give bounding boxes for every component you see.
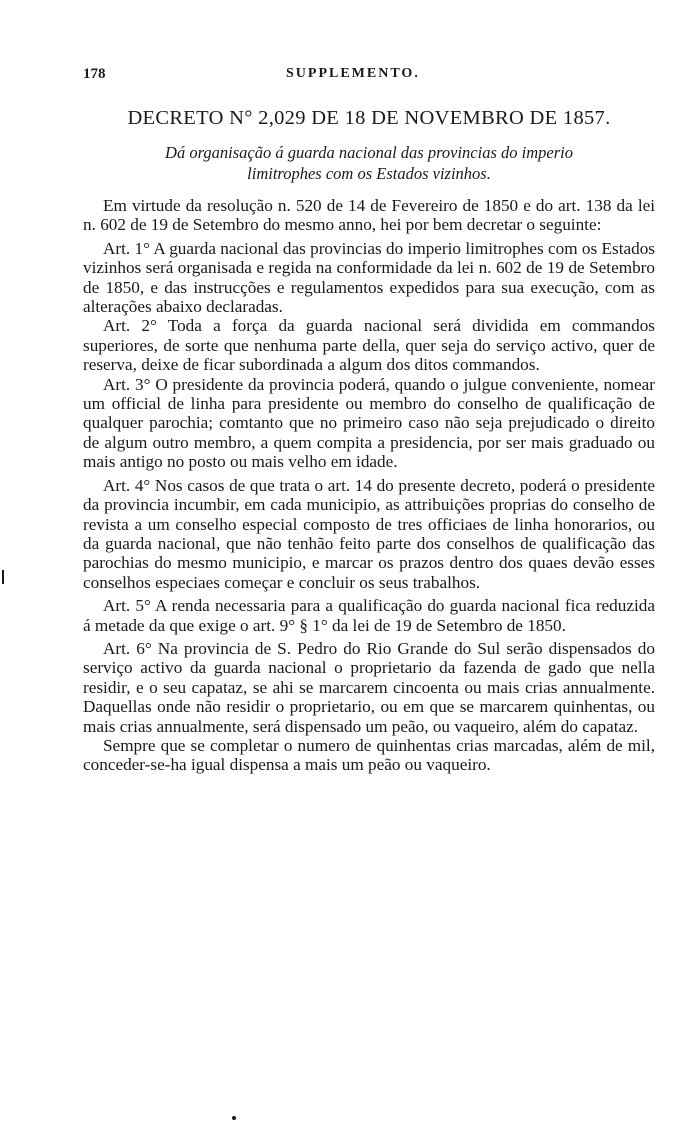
margin-mark — [2, 570, 4, 584]
document-page — [83, 62, 655, 779]
article-3-paragraph: Art. 3° O presidente da provincia poderá, quando o julgue conveniente, nomear um official de linha para presidente ou membro do conselho de qualificação de qualquer parochia; comtanto que no primeiro caso não seja prejudicado o direito de algum outro membro, a quem compita a presidencia, por ser mais graduado ou mais antigo no posto ou mais velho em idade. — [83, 374, 655, 472]
article-6-paragraph: Art. 6° Na provincia de S. Pedro do Rio Grande do Sul serão dispensados do serviço activo da guarda nacional o proprietario da fazenda de gado que nella residir, e o seu capataz, se ahi se marcarem cincoenta ou mais crias annualmente. Daquellas onde não residir o proprietario, ou em que se marcarem quinhentas, ou mais crias annualmente, será dispensado um peão, ou vaqueiro, além do capataz. — [83, 638, 655, 736]
decree-title: DECRETO N° 2,029 DE 18 DE NOVEMBRO DE 1857. — [127, 107, 611, 129]
decree-subtitle-line-1: Dá organisação á guarda nacional das provincias do imperio — [165, 143, 573, 162]
decree-body — [83, 196, 655, 775]
closing-paragraph: Sempre que se completar o numero de quinhentas crias marcadas, além de mil, conceder-se-ha igual dispensa a mais um peão ou vaqueiro. — [83, 735, 655, 775]
section-title: SUPPLEMENTO. — [286, 66, 420, 81]
article-1-paragraph: Art. 1° A guarda nacional das provincias do imperio limitrophes com os Estados vizinhos será organisada e regida na conformidade da lei n. 602 de 19 de Setembro de 1850, e das instrucções e regulamentos expedidos para sua execução, com as alterações abaixo declaradas. — [83, 238, 655, 317]
running-head — [83, 62, 655, 88]
bottom-dot-mark — [232, 1116, 236, 1120]
decree-subtitle — [83, 142, 655, 184]
article-2-paragraph: Art. 2° Toda a força da guarda nacional será dividida em commandos superiores, de sorte que nenhuma parte della, quer seja do serviço activo, quer de reserva, deixe de ficar subordinada a algum dos ditos commandos. — [83, 316, 655, 375]
decree-subtitle-line-2: limitrophes com os Estados vizinhos. — [247, 164, 491, 183]
article-4-paragraph: Art. 4° Nos casos de que trata o art. 14 do presente decreto, poderá o presidente da provincia incumbir, em cada municipio, as attribuições proprias do conselho de revista a um conselho especial composto de tres officiaes de linha honorarios, ou da guarda nacional, que não tenhão feito parte dos conselhos de qualificação das parochias do mesmo municipio, e marcar os prazos dentro dos quaes devão esses conselhos especiaes começar e concluir os seus trabalhos. — [83, 475, 655, 592]
page-number: 178 — [83, 66, 106, 82]
preamble-paragraph: Em virtude da resolução n. 520 de 14 de Fevereiro de 1850 e do art. 138 da lei n. 602 de 19 de Setembro do mesmo anno, hei por bem decretar o seguinte: — [83, 196, 655, 235]
article-5-paragraph: Art. 5° A renda necessaria para a qualificação do guarda nacional fica reduzida á metade da que exige o art. 9° § 1° da lei de 19 de Setembro de 1850. — [83, 596, 655, 635]
